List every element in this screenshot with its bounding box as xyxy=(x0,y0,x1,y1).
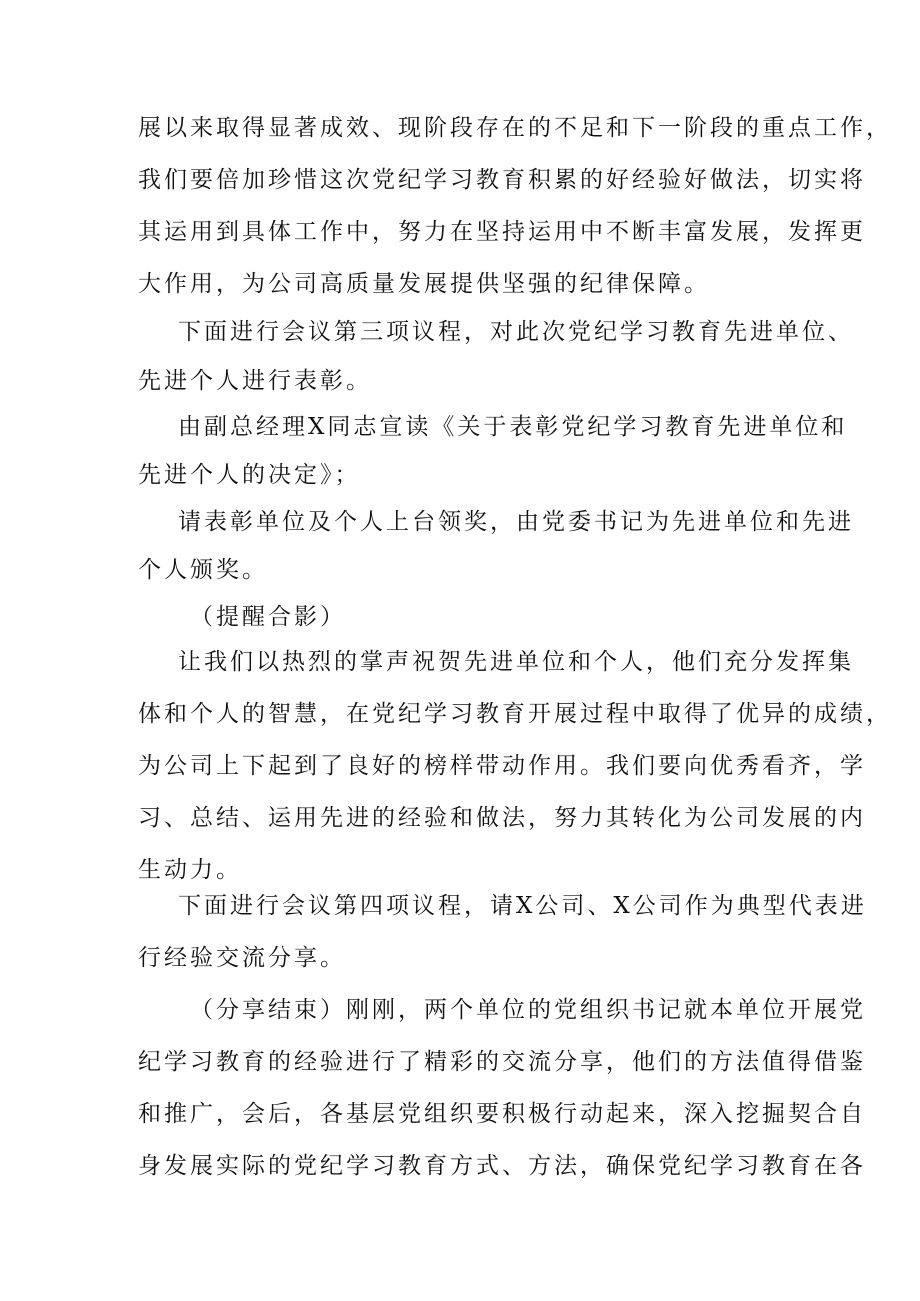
text-line: 让我们以热烈的掌声祝贺先进单位和个人，他们充分发挥集 xyxy=(178,649,854,675)
text-line: （提醒合影） xyxy=(190,604,346,630)
text-line: 下面进行会议第三项议程，对此次党纪学习教育先进单位、 xyxy=(178,319,854,345)
text-line: 请表彰单位及个人上台领奖，由党委书记为先进单位和先进 xyxy=(178,509,854,535)
text-line: 下面进行会议第四项议程，请X公司、X公司作为典型代表进 xyxy=(178,893,867,919)
text-line: 展以来取得显著成效、现阶段存在的不足和下一阶段的重点工作， xyxy=(138,115,892,141)
text-line: 由副总经理X同志宣读《关于表彰党纪学习教育先进单位和 xyxy=(178,414,848,440)
text-line: （分享结束）刚刚，两个单位的党组织书记就本单位开展党 xyxy=(190,997,866,1023)
text-line: 行经验交流分享。 xyxy=(138,945,346,971)
text-line: 先进个人进行表彰。 xyxy=(138,368,372,394)
text-line: 和推广，会后，各基层党组织要积极行动起来，深入挖掘契合自 xyxy=(138,1101,866,1127)
text-line: 个人颁奖。 xyxy=(138,557,268,583)
text-line: 我们要倍加珍惜这次党纪学习教育积累的好经验好做法，切实将 xyxy=(138,167,866,193)
text-line: 身发展实际的党纪学习教育方式、方法，确保党纪学习教育在各 xyxy=(138,1153,866,1179)
text-line: 生动力。 xyxy=(138,857,242,883)
text-line: 体和个人的智慧，在党纪学习教育开展过程中取得了优异的成绩， xyxy=(138,701,892,727)
text-line: 习、总结、运用先进的经验和做法，努力其转化为公司发展的内 xyxy=(138,805,866,831)
text-line: 其运用到具体工作中，努力在坚持运用中不断丰富发展，发挥更 xyxy=(138,219,866,245)
text-line: 为公司上下起到了良好的榜样带动作用。我们要向优秀看齐，学 xyxy=(138,753,866,779)
text-line: 大作用，为公司高质量发展提供坚强的纪律保障。 xyxy=(138,271,710,297)
text-line: 纪学习教育的经验进行了精彩的交流分享，他们的方法值得借鉴 xyxy=(138,1049,866,1075)
text-line: 先进个人的决定》； xyxy=(138,462,361,488)
